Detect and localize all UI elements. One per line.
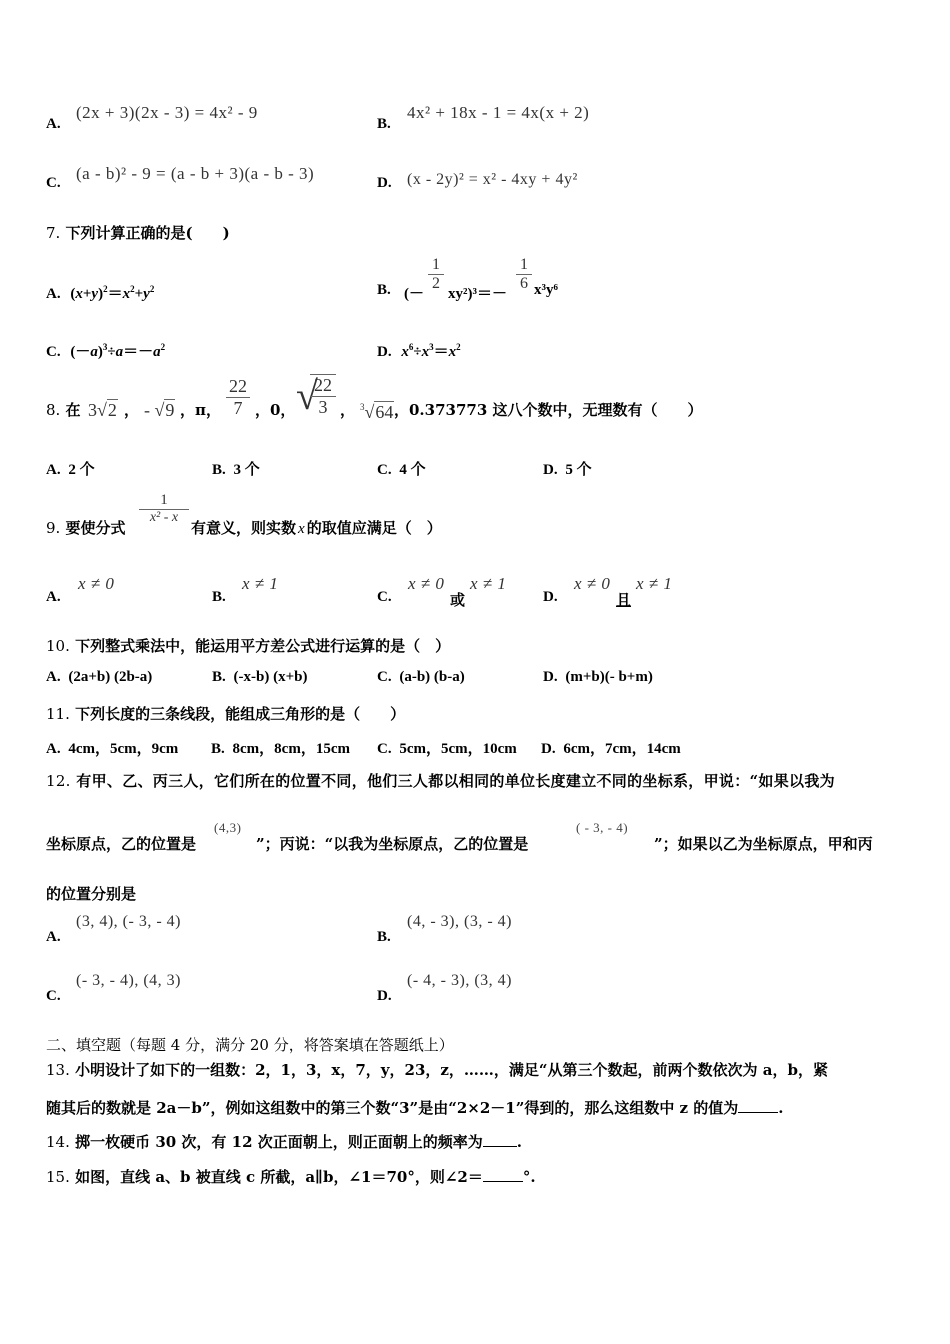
coefficient: 3: [88, 400, 97, 420]
q10-option-b: [212, 669, 307, 686]
option-label: B.: [212, 462, 226, 478]
option-label: D.: [543, 669, 558, 685]
option-text: 5 个: [565, 462, 592, 478]
question-9-prefix: [46, 517, 126, 538]
question-number: 13.: [46, 1061, 70, 1079]
question-8-prefix: [46, 399, 81, 420]
question-number: 9.: [46, 519, 61, 537]
question-11: [46, 703, 405, 724]
question-7: [46, 222, 230, 243]
question-text: 有意义，则实数: [191, 519, 297, 537]
option-text: (a-b) (b-a): [399, 669, 465, 685]
q11-option-c: [377, 737, 517, 758]
answer-blank[interactable]: [483, 1146, 517, 1147]
question-14: [46, 1131, 522, 1152]
option-label: C.: [377, 669, 392, 685]
q9-option-d-conjunction: 且: [616, 593, 632, 609]
radicand: 2: [107, 400, 117, 420]
q9-option-b-label: B.: [212, 589, 226, 605]
question-text: 小明设计了如下的一组数：2，1，3，x，7，y，23，z，……，满足“从第三个数起，前两个数依次为 a，b，紧: [75, 1061, 828, 1079]
option-text: 6cm，7cm，14cm: [563, 741, 681, 757]
option-label: B.: [211, 741, 225, 757]
option-label: A.: [46, 669, 61, 685]
option-label: A.: [46, 741, 61, 757]
q10-option-a: [46, 669, 152, 686]
q10-option-d: [543, 669, 653, 686]
question-12-line-2c: ”；如果以乙为坐标原点，甲和丙: [654, 835, 873, 853]
question-12-line-3: 的位置分别是: [46, 885, 137, 903]
q11-option-b: [211, 737, 350, 758]
denominator: 7: [233, 398, 243, 418]
numerator: 1: [516, 256, 532, 275]
option-text: 4cm，5cm，9cm: [68, 741, 179, 757]
option-text: 3 个: [233, 462, 260, 478]
denominator: 6: [520, 275, 528, 292]
q9-option-d-math-2: x ≠ 1: [636, 574, 673, 593]
q7-option-b-post: x³y⁶: [534, 282, 558, 298]
question-number: 11.: [46, 705, 70, 723]
question-text: 在: [65, 401, 81, 419]
q9-option-a-math: x ≠ 0: [78, 574, 115, 593]
question-12-line-2a: 坐标原点，乙的位置是: [46, 835, 197, 853]
option-text: 8cm，8cm，15cm: [232, 741, 350, 757]
coordinate-4-3: (4,3): [214, 820, 242, 835]
option-text: (-x-b) (x+b): [233, 669, 308, 685]
coordinate-neg3-neg4: ( - 3, - 4): [576, 820, 629, 835]
q7-option-d: D. $x^6\div x^3=x^2$: [377, 342, 461, 360]
question-12-line-1: [46, 770, 835, 791]
sqrt-fraction-22-3: [310, 374, 336, 418]
question-text: 掷一枚硬币 30 次，有 12 次正面朝上，则正面朝上的频率为: [75, 1133, 483, 1151]
q9-option-d-label: D.: [543, 589, 558, 605]
question-number: 10.: [46, 637, 70, 655]
q7-b-fraction-1: [428, 256, 444, 293]
numerator: 1: [139, 492, 189, 510]
line-end: °.: [522, 1168, 536, 1186]
question-13-line-2: [46, 1097, 784, 1118]
pi-text: ，π，: [180, 401, 221, 419]
question-number: 14.: [46, 1133, 70, 1151]
sign: -: [144, 400, 150, 420]
option-d-math: (x - 2y)² = x² - 4xy + 4y²: [407, 171, 578, 188]
option-a-math: (2x + 3)(2x - 3) = 4x² - 9: [76, 103, 258, 122]
question-stem: 下列长度的三条线段，能组成三角形的是（ ）: [75, 705, 406, 723]
question-text: 要使分式: [65, 519, 126, 537]
q7-option-b-pre: (－: [404, 286, 424, 302]
q11-option-d: [541, 737, 681, 758]
q7-b-fraction-2: [516, 256, 532, 293]
cube-root-64: $^3$√64: [360, 402, 394, 422]
q10-option-c: [377, 669, 465, 686]
question-8-suffix: ，0.373773 这八个数中，无理数有（ ）: [394, 401, 703, 419]
q8-option-a: [46, 458, 95, 479]
option-label: D.: [377, 344, 392, 360]
option-label: D.: [541, 741, 556, 757]
question-text: 随其后的数就是 2a－b”，例如这组数中的第三个数“3”是由“2×2－1”得到的，那么这组数中 z 的值为: [46, 1099, 739, 1117]
numerator: 22: [310, 375, 336, 397]
denominator: x² - x: [149, 510, 179, 525]
q9-option-c-math-2: x ≠ 1: [470, 574, 507, 593]
question-13-line-1: [46, 1059, 828, 1080]
option-text: 4 个: [399, 462, 426, 478]
q12-option-b-math: (4, - 3), (3, - 4): [407, 913, 512, 930]
q8-option-d: [543, 458, 592, 479]
three-sqrt-2: 3√2: [88, 400, 117, 420]
option-b-math: 4x² + 18x - 1 = 4x(x + 2): [407, 103, 590, 122]
root-index: 3: [360, 402, 365, 412]
q9-option-a-label: A.: [46, 589, 61, 605]
question-number: 12.: [46, 772, 71, 790]
option-label: C.: [377, 741, 392, 757]
q11-option-a: [46, 737, 178, 758]
question-9-suffix: [191, 517, 442, 538]
sqrt-symbol: √: [296, 373, 318, 418]
q9-option-c-conjunction: 或: [450, 593, 466, 609]
line-end: .: [516, 1133, 522, 1151]
question-number: 7.: [46, 224, 61, 242]
q9-option-c-math-1: x ≠ 0: [408, 574, 445, 593]
q12-option-c-math: (- 3, - 4), (4, 3): [76, 972, 181, 989]
answer-blank[interactable]: [738, 1112, 778, 1113]
question-number: 8.: [46, 401, 61, 419]
line-end: .: [778, 1099, 784, 1117]
q12-option-d-math: (- 4, - 3), (3, 4): [407, 972, 512, 989]
neg-sqrt-9: - √9: [144, 400, 175, 420]
radicand: 64: [375, 402, 394, 422]
q9-option-c-label: C.: [377, 589, 392, 605]
answer-blank[interactable]: [483, 1181, 523, 1182]
option-label: C.: [46, 344, 61, 360]
option-text: 2 个: [68, 462, 95, 478]
option-label: B.: [212, 669, 226, 685]
q7-option-c: C. $(-a)^3\div a=-a^2$: [46, 342, 166, 360]
option-c-label: C.: [46, 175, 61, 191]
q9-option-d-math-1: x ≠ 0: [574, 574, 611, 593]
q7-option-b-label: B.: [377, 282, 391, 298]
zero-text: ，0，: [255, 401, 296, 419]
q12-option-d-label: D.: [377, 988, 392, 1004]
q8-option-b: [212, 458, 260, 479]
q7-option-b-mid: xy²)³＝－: [448, 286, 507, 302]
fraction-22-7: [226, 376, 250, 419]
q12-option-a-math: (3, 4), (- 3, - 4): [76, 913, 181, 930]
q8-option-c: [377, 458, 426, 479]
radicand: 9: [165, 400, 175, 420]
option-label: C.: [377, 462, 392, 478]
option-text: 5cm，5cm，10cm: [399, 741, 517, 757]
question-stem: 下列计算正确的是( ): [65, 224, 230, 242]
q12-option-c-label: C.: [46, 988, 61, 1004]
denominator: 3: [318, 397, 328, 417]
q12-option-b-label: B.: [377, 929, 391, 945]
fraction-1-over-x2-x: [139, 492, 189, 526]
option-d-label: D.: [377, 175, 392, 191]
option-label: A.: [46, 286, 61, 302]
option-a-label: A.: [46, 116, 61, 132]
numerator: 1: [428, 256, 444, 275]
option-label: A.: [46, 462, 61, 478]
question-text: 的取值应满足（ ）: [306, 519, 442, 537]
variable: x: [298, 521, 305, 537]
separator: ，: [340, 401, 356, 419]
q9-option-b-math: x ≠ 1: [242, 574, 279, 593]
q12-option-a-label: A.: [46, 929, 61, 945]
question-stem: 下列整式乘法中，能运用平方差公式进行运算的是（ ）: [75, 637, 451, 655]
question-text: 如图，直线 a、b 被直线 c 所截，a∥b，∠1＝70°，则∠2＝: [75, 1168, 483, 1186]
question-number: 15.: [46, 1168, 70, 1186]
option-text: (m+b)(- b+m): [565, 669, 653, 685]
question-15: [46, 1166, 536, 1187]
question-text: 有甲、乙、丙三人，它们所在的位置不同，他们三人都以相同的单位长度建立不同的坐标系，甲说：“如果以我为: [76, 772, 835, 790]
option-text: (2a+b) (2b-a): [68, 669, 153, 685]
question-10: [46, 635, 450, 656]
q7-option-a: A. $(x+y)^2=x^2+y^2$: [46, 284, 155, 302]
separator: ，: [124, 401, 140, 419]
option-b-label: B.: [377, 116, 391, 132]
option-c-math: (a - b)² - 9 = (a - b + 3)(a - b - 3): [76, 164, 315, 183]
denominator: 2: [432, 275, 440, 292]
question-12-line-2b: ”；丙说：“以我为坐标原点，乙的位置是: [256, 835, 529, 853]
section-2-title: 二、填空题（每题 4 分，满分 20 分，将答案填在答题纸上）: [46, 1036, 454, 1054]
numerator: 22: [226, 376, 250, 398]
option-label: D.: [543, 462, 558, 478]
